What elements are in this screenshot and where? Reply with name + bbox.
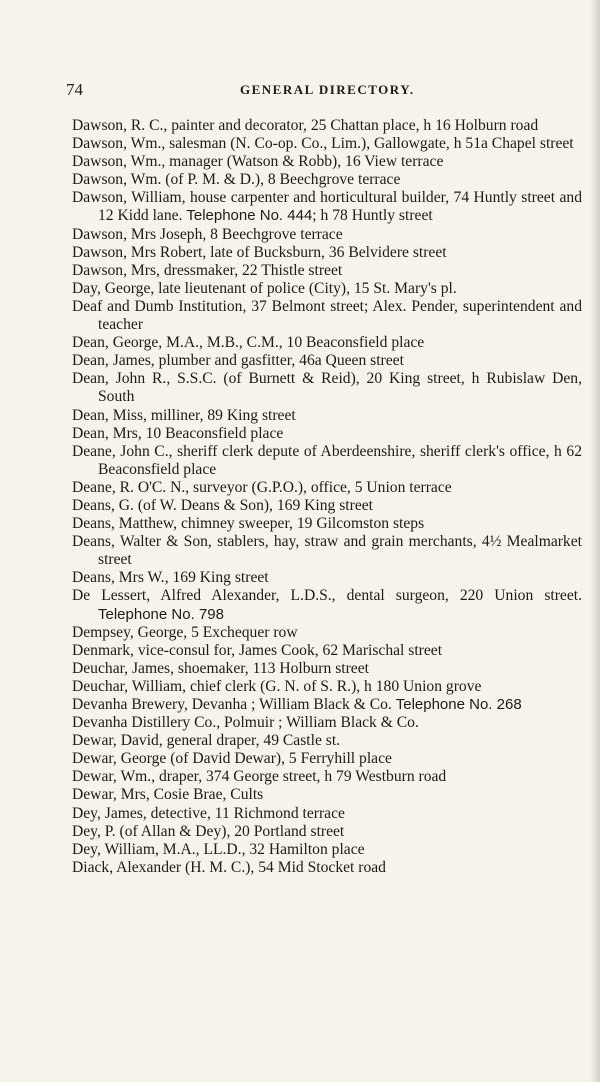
directory-entry (72, 443, 582, 479)
entry-text: Deane, John C., sheriff clerk depute of Aberdeenshire, sheriff clerk's office, h 62 Beaconsfield place (72, 442, 582, 478)
directory-entry (72, 334, 582, 352)
entry-text: Deans, Walter & Son, stablers, hay, straw and grain merchants, 4½ Mealmarket street (72, 533, 582, 569)
entry-text: Deuchar, James, shoemaker, 113 Holburn street (72, 659, 369, 677)
running-head: GENERAL DIRECTORY. (240, 82, 415, 97)
entry-text: Dewar, George (of David Dewar), 5 Ferryhill place (72, 750, 392, 768)
entry-text: Dawson, Mrs Robert, late of Bucksburn, 36 Belvidere street (72, 243, 447, 261)
entry-text: Dewar, Mrs, Cosie Brae, Cults (72, 786, 264, 804)
directory-entry (72, 153, 582, 171)
directory-entry (72, 841, 582, 859)
entry-text: Deane, R. O'C. N., surveyor (G.P.O.), office, 5 Union terrace (72, 478, 452, 496)
entry-text: Dawson, Wm., manager (Watson & Robb), 16 View terrace (72, 153, 444, 171)
directory-entry (72, 298, 582, 334)
directory-entry (72, 823, 582, 841)
entry-text: Dawson, William, house carpenter and horticultural builder, 74 Huntly street and 12 Kidd lane. (72, 189, 582, 225)
entry-text: Deaf and Dumb Institution, 37 Belmont street; Alex. Pender, superintendent and teacher (72, 297, 582, 334)
directory-entry (72, 786, 582, 804)
directory-entry (72, 642, 582, 660)
directory-entry (72, 768, 582, 786)
entry-text: Dawson, Wm., salesman (N. Co-op. Co., Lim.), Gallowgate, h 51a Chapel street (72, 135, 574, 153)
directory-entry (72, 425, 582, 443)
directory-entry (72, 660, 582, 678)
entry-text: Deuchar, William, chief clerk (G. N. of S. R.), h 180 Union grove (72, 677, 482, 695)
directory-entry (72, 732, 582, 750)
telephone-number: Telephone No. 444 (186, 207, 313, 225)
entry-text: Diack, Alexander (H. M. C.), 54 Mid Stocket road (72, 858, 386, 876)
entry-text: Deans, Mrs W., 169 King street (72, 569, 269, 587)
directory-entry (72, 189, 582, 225)
directory-entry (72, 280, 582, 298)
entry-text: Day, George, late lieutenant of police (City), 15 St. Mary's pl. (72, 279, 457, 297)
directory-entry (72, 497, 582, 515)
directory-entry (72, 226, 582, 244)
directory-entry (72, 859, 582, 877)
directory-entry (72, 696, 582, 714)
entry-text: Dean, John R., S.S.C. (of Burnett & Reid), 20 King street, h Rubislaw Den, South (72, 370, 582, 406)
entry-text: Dawson, Mrs Joseph, 8 Beechgrove terrace (72, 225, 343, 243)
entry-text: Devanha Distillery Co., Polmuir ; William Black & Co. (72, 714, 419, 732)
entry-text: Dean, Miss, milliner, 89 King street (72, 406, 296, 424)
entry-text: Dempsey, George, 5 Exchequer row (72, 623, 298, 641)
directory-entries (72, 117, 582, 877)
entry-text: Deans, G. (of W. Deans & Son), 169 King street (72, 496, 374, 514)
directory-entry (72, 533, 582, 569)
directory-entry (72, 407, 582, 425)
directory-entry (72, 515, 582, 533)
directory-entry (72, 805, 582, 823)
directory-entry (72, 117, 582, 135)
entry-text: Dawson, Wm. (of P. M. & D.), 8 Beechgrove terrace (72, 171, 401, 189)
directory-entry (72, 479, 582, 497)
directory-entry (72, 352, 582, 370)
entry-text: Devanha Brewery, Devanha ; William Black & Co. (72, 696, 392, 713)
directory-entry (72, 714, 582, 732)
entry-text: Dey, P. (of Allan & Dey), 20 Portland street (72, 822, 345, 840)
entry-text: Dewar, Wm., draper, 374 George street, h 79 Westburn road (72, 768, 447, 786)
page-header (66, 80, 586, 100)
entry-text: Dean, James, plumber and gasfitter, 46a Queen street (72, 352, 404, 370)
telephone-number: Telephone No. 798 (98, 605, 224, 623)
page-number: 74 (66, 80, 83, 99)
directory-entry (72, 750, 582, 768)
entry-text: Deans, Matthew, chimney sweeper, 19 Gilcomston steps (72, 515, 425, 533)
page-edge (590, 0, 600, 1082)
entry-text: Dean, George, M.A., M.B., C.M., 10 Beaconsfield place (72, 334, 425, 352)
directory-entry (72, 370, 582, 406)
entry-text: Dewar, David, general draper, 49 Castle st. (72, 732, 341, 750)
entry-text: Dean, Mrs, 10 Beaconsfield place (72, 424, 284, 442)
entry-text: Dawson, R. C., painter and decorator, 25 Chattan place, h 16 Holburn road (72, 117, 539, 134)
entry-text-continued: ; h 78 Huntly street (312, 207, 433, 225)
directory-entry (72, 624, 582, 642)
directory-entry (72, 569, 582, 587)
directory-entry (72, 135, 582, 153)
entry-text: Dey, William, M.A., LL.D., 32 Hamilton place (72, 840, 365, 858)
entry-text: Dey, James, detective, 11 Richmond terrace (72, 804, 345, 822)
directory-entry (72, 171, 582, 189)
directory-entry (72, 587, 582, 623)
directory-entry (72, 262, 582, 280)
entry-text: De Lessert, Alfred Alexander, L.D.S., dental surgeon, 220 Union street. (72, 587, 582, 605)
directory-entry (72, 678, 582, 696)
telephone-number: Telephone No. 268 (395, 696, 522, 713)
entry-text: Denmark, vice-consul for, James Cook, 62 Marischal street (72, 641, 443, 659)
directory-entry (72, 244, 582, 262)
entry-text: Dawson, Mrs, dressmaker, 22 Thistle street (72, 261, 343, 279)
